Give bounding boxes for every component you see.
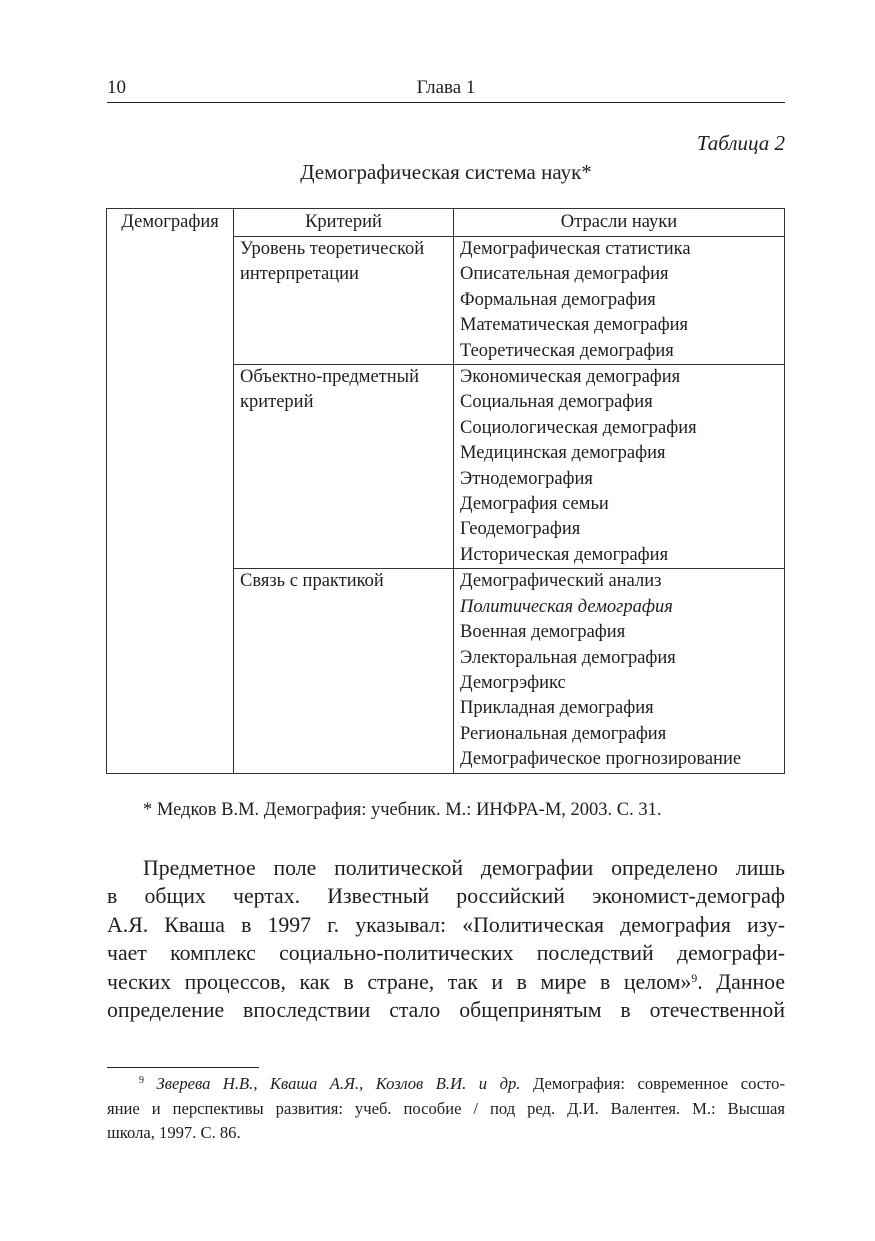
column-header-branches: Отрасли науки: [454, 209, 785, 237]
footnote: [107, 1072, 785, 1146]
branch-item: Региональная демография: [460, 723, 667, 744]
branch-item: Прикладная демография: [460, 698, 654, 719]
branch-item: Социальная демография: [460, 392, 653, 413]
paragraph-line-tail: . Данное: [697, 969, 785, 994]
table-title: Демографическая система наук*: [300, 160, 592, 184]
column-header-criterion: Критерий: [234, 209, 454, 237]
branch-item: Демографическое прогнозирование: [460, 749, 742, 770]
page-number: 10: [107, 77, 126, 98]
demography-table: [106, 208, 785, 774]
footnote-line: школа, 1997. С. 86.: [107, 1123, 241, 1143]
paragraph-line: чает комплекс социально-политических последствий демографи-: [107, 941, 785, 966]
table-header-row: [107, 209, 785, 237]
branch-item: Теоретическая демография: [460, 340, 674, 361]
branch-item-italic: Политическая демография: [460, 596, 673, 617]
root-cell: Демография: [107, 209, 234, 774]
chapter-title: Глава 1: [416, 77, 476, 98]
paragraph-line: определение впоследствии стало общепринятым в отечественной: [107, 998, 785, 1023]
branches-cell: [454, 365, 785, 569]
branch-item: Демогрэфикс: [460, 672, 566, 693]
branches-cell: [454, 569, 785, 773]
branch-item: Демографический анализ: [460, 571, 662, 592]
criterion-cell: Связь с практикой: [234, 569, 454, 773]
table-source-note: * Медков В.М. Демография: учебник. М.: ИНФРА-М, 2003. С. 31.: [143, 800, 662, 820]
footnote-text: Демография: современное состо-: [520, 1074, 785, 1093]
footnote-divider: [107, 1067, 259, 1068]
branch-item: Социологическая демография: [460, 417, 697, 438]
criterion-cell: Уровень теоретической интерпретации: [234, 237, 454, 365]
paragraph-line: в общих чертах. Известный российский экономист-демограф: [107, 884, 785, 909]
body-paragraph: [107, 854, 785, 1024]
footnote-authors: Зверева Н.В., Кваша А.Я., Козлов В.И. и др.: [156, 1074, 521, 1093]
running-header: [107, 76, 785, 103]
branch-item: Формальная демография: [460, 289, 656, 310]
branch-item: Геодемография: [460, 519, 581, 540]
paragraph-line: А.Я. Кваша в 1997 г. указывал: «Политическая демография изу-: [107, 912, 785, 937]
branch-item: Математическая демография: [460, 315, 689, 336]
footnote-line: [107, 1072, 785, 1097]
footnote-reference[interactable]: 9: [691, 970, 698, 985]
criterion-cell: Объектно-предметный критерий: [234, 365, 454, 569]
paragraph-line-text: ческих процессов, как в стране, так и в мире в целом»: [107, 969, 692, 994]
branches-cell: [454, 237, 785, 365]
branch-item: Демография семьи: [460, 494, 609, 515]
branch-item: Военная демография: [460, 622, 626, 643]
branch-item: Историческая демография: [460, 544, 669, 565]
paragraph-line: Предметное поле политической демографии определено лишь: [143, 856, 785, 880]
branch-item: Этнодемография: [460, 468, 593, 489]
footnote-number: 9: [139, 1075, 144, 1086]
table-label: Таблица 2: [696, 131, 785, 155]
branch-item: Медицинская демография: [460, 443, 666, 464]
paragraph-line: [107, 968, 785, 996]
branch-item: Описательная демография: [460, 264, 669, 285]
branch-item: Электоральная демография: [460, 647, 676, 668]
branch-item: Демографическая статистика: [460, 239, 691, 259]
footnote-line: яние и перспективы развития: учеб. пособие / под ред. Д.И. Валентея. М.: Высшая: [107, 1098, 785, 1118]
branch-item: Экономическая демография: [460, 367, 681, 388]
